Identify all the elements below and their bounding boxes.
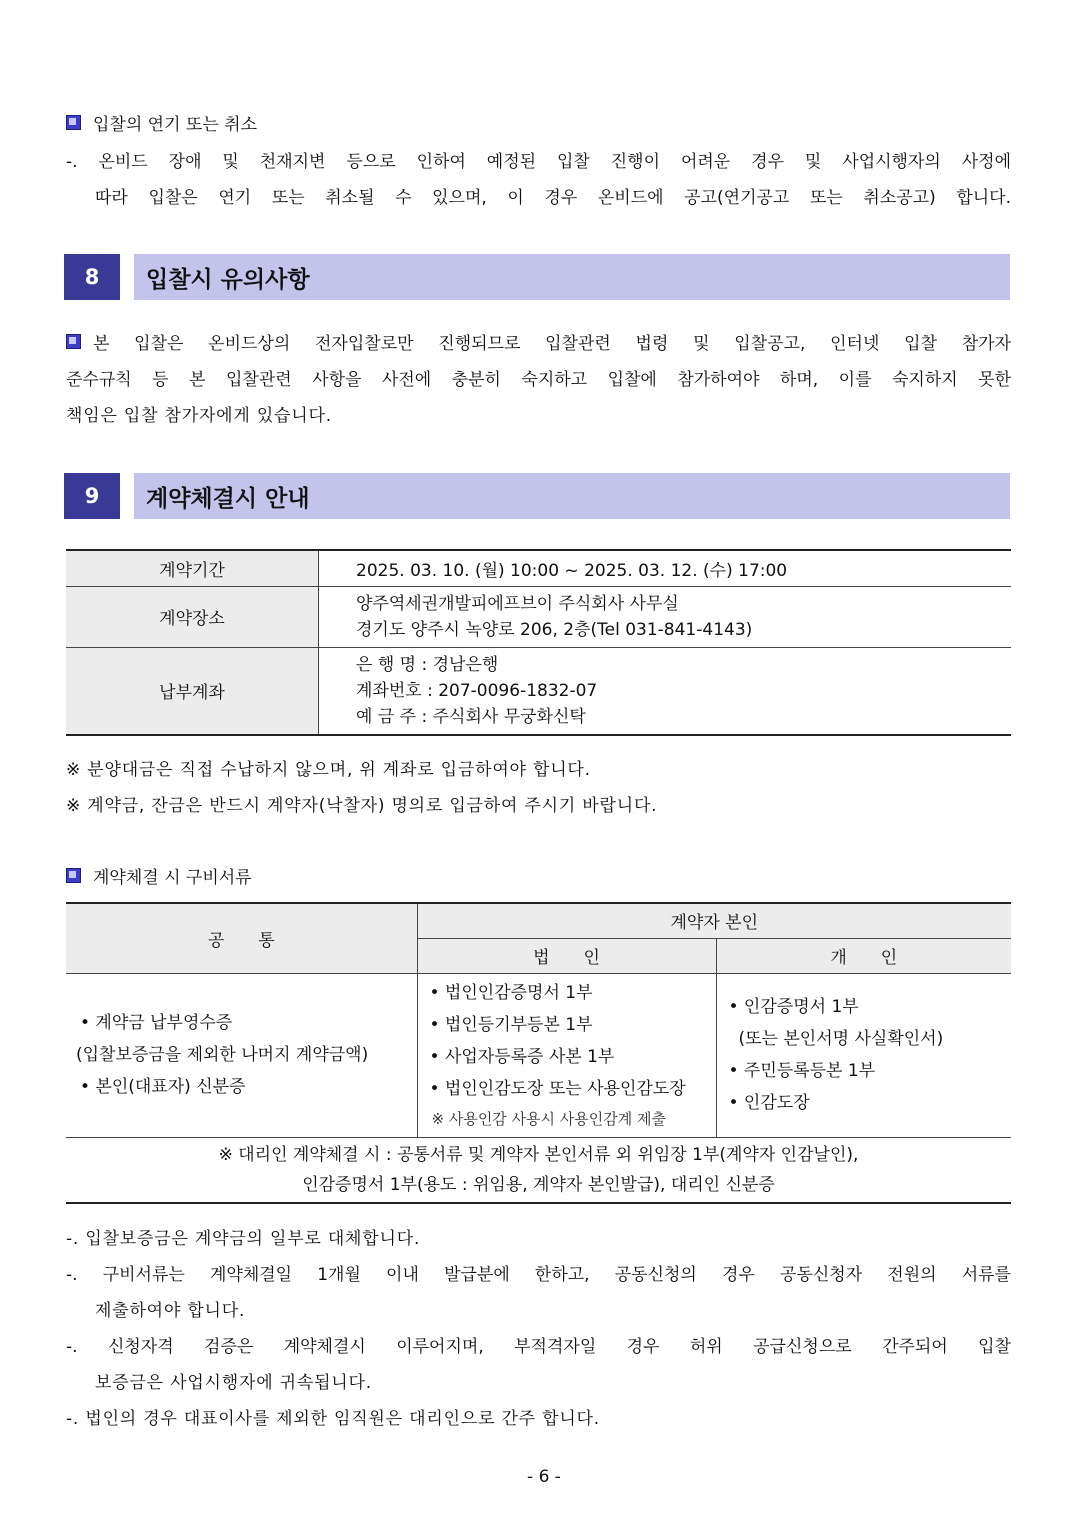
indiv-item: • 인감도장 — [728, 1093, 810, 1113]
common-item: • 본인(대표자) 신분증 — [80, 1077, 246, 1097]
note-verify-line-2: 보증금은 사업시행자에 귀속됩니다. — [95, 1373, 372, 1393]
required-docs-table — [66, 902, 1011, 1204]
proxy-note-cell — [66, 1137, 1011, 1203]
place-line-2: 경기도 양주시 녹양로 206, 2층(Tel 031-841-4143) — [356, 619, 753, 640]
indiv-item: • 주민등록등본 1부 — [728, 1061, 876, 1081]
section-8-para-line-3: 책임은 입찰 참가자에게 있습니다. — [66, 406, 332, 426]
account-line-1: 은 행 명 : 경남은행 — [356, 654, 499, 675]
period-value: 2025. 03. 10. (월) 10:00 ~ 2025. 03. 12. (수) 17:00 — [319, 550, 1012, 586]
corp-item: • 법인등기부등본 1부 — [429, 1015, 593, 1035]
table-row — [66, 586, 1011, 647]
common-item: (입찰보증금을 제외한 나머지 계약금액) — [76, 1045, 369, 1065]
common-docs-cell — [66, 973, 417, 1137]
postpone-heading — [66, 110, 257, 135]
place-value — [319, 586, 1012, 647]
corp-item: • 법인인감증명서 1부 — [429, 983, 593, 1003]
table-row — [66, 647, 1011, 735]
section-number: 9 — [64, 473, 120, 519]
indiv-header: 개 인 — [716, 938, 1011, 973]
table-row — [66, 903, 1011, 938]
postpone-line-2: 따라 입찰은 연기 또는 취소될 수 있으며, 이 경우 온비드에 공고(연기공고 또는 취소공고) 합니다. — [95, 188, 1011, 208]
indiv-item: (또는 본인서명 사실확인서) — [738, 1029, 944, 1049]
postpone-line-1: -. 온비드 장애 및 천재지변 등으로 인하여 예정된 입찰 진행이 어려운 경우 및 사업시행자의 사정에 — [66, 152, 1011, 172]
note-corp-proxy: -. 법인의 경우 대표이사를 제외한 임직원은 대리인으로 간주 합니다. — [66, 1409, 600, 1429]
place-line-1: 양주역세권개발피에프브이 주식회사 사무실 — [356, 593, 679, 614]
period-label: 계약기간 — [66, 550, 319, 586]
note-docs-line-1: -. 구비서류는 계약체결일 1개월 이내 발급분에 한하고, 공동신청의 경우 공동신청자 전원의 서류를 — [66, 1265, 1011, 1285]
account-line-2: 계좌번호 : 207-0096-1832-07 — [356, 680, 598, 701]
note-payment-1: ※ 분양대금은 직접 수납하지 않으며, 위 계좌로 입금하여야 합니다. — [66, 760, 591, 780]
note-verify-line-1: -. 신청자격 검증은 계약체결시 이루어지며, 부적격자일 경우 허위 공급신청으로 간주되어 입찰 — [66, 1337, 1011, 1357]
section-title: 계약체결시 안내 — [134, 473, 1010, 519]
section-9-header — [64, 473, 1010, 519]
square-bullet-icon — [66, 868, 81, 883]
corp-item: • 법인인감도장 또는 사용인감도장 — [429, 1079, 686, 1099]
common-item: • 계약금 납부영수증 — [80, 1013, 233, 1033]
table-row — [66, 1137, 1011, 1203]
corp-docs-cell — [417, 973, 716, 1137]
table-row — [66, 973, 1011, 1137]
section-8-para-line-1 — [66, 329, 1011, 354]
indiv-docs-cell — [716, 973, 1011, 1137]
proxy-line-2: 인감증명서 1부(용도 : 위임용, 계약자 본인발급), 대리인 신분증 — [302, 1174, 775, 1195]
corp-item: • 사업자등록증 사본 1부 — [429, 1047, 615, 1067]
postpone-heading-text: 입찰의 연기 또는 취소 — [93, 115, 258, 135]
section-number: 8 — [64, 254, 120, 300]
self-header: 계약자 본인 — [417, 903, 1011, 938]
place-label: 계약장소 — [66, 586, 319, 647]
corp-header: 법 인 — [417, 938, 716, 973]
docs-heading-text: 계약체결 시 구비서류 — [93, 868, 252, 888]
docs-heading — [66, 863, 252, 888]
section-8-para-line-2: 준수규칙 등 본 입찰관련 사항을 사전에 충분히 숙지하고 입찰에 참가하여야 하며, 이를 숙지하지 못한 — [66, 370, 1011, 390]
contract-info-table — [66, 549, 1011, 736]
square-bullet-icon — [66, 334, 81, 349]
account-line-3: 예 금 주 : 주식회사 무궁화신탁 — [356, 706, 586, 727]
section-8-header — [64, 254, 1010, 300]
corp-note: ※ 사용인감 사용시 사용인감계 제출 — [431, 1110, 667, 1128]
note-deposit: -. 입찰보증금은 계약금의 일부로 대체합니다. — [66, 1229, 421, 1249]
account-value — [319, 647, 1012, 735]
table-row — [66, 550, 1011, 586]
common-header: 공 통 — [66, 903, 417, 973]
indiv-item: • 인감증명서 1부 — [728, 997, 859, 1017]
page-number: - 6 - — [527, 1467, 561, 1487]
account-label: 납부계좌 — [66, 647, 319, 735]
proxy-line-1: ※ 대리인 계약체결 시 : 공통서류 및 계약자 본인서류 외 위임장 1부(계약자 인감날인), — [218, 1144, 859, 1165]
square-bullet-icon — [66, 115, 81, 130]
section-title: 입찰시 유의사항 — [134, 254, 1010, 300]
section-8-line-1-text: 본 입찰은 온비드상의 전자입찰로만 진행되므로 입찰관련 법령 및 입찰공고, 인터넷 입찰 참가자 — [93, 334, 1011, 354]
note-payment-2: ※ 계약금, 잔금은 반드시 계약자(낙찰자) 명의로 입금하여 주시기 바랍니다. — [66, 796, 658, 816]
note-docs-line-2: 제출하여야 합니다. — [95, 1301, 246, 1321]
